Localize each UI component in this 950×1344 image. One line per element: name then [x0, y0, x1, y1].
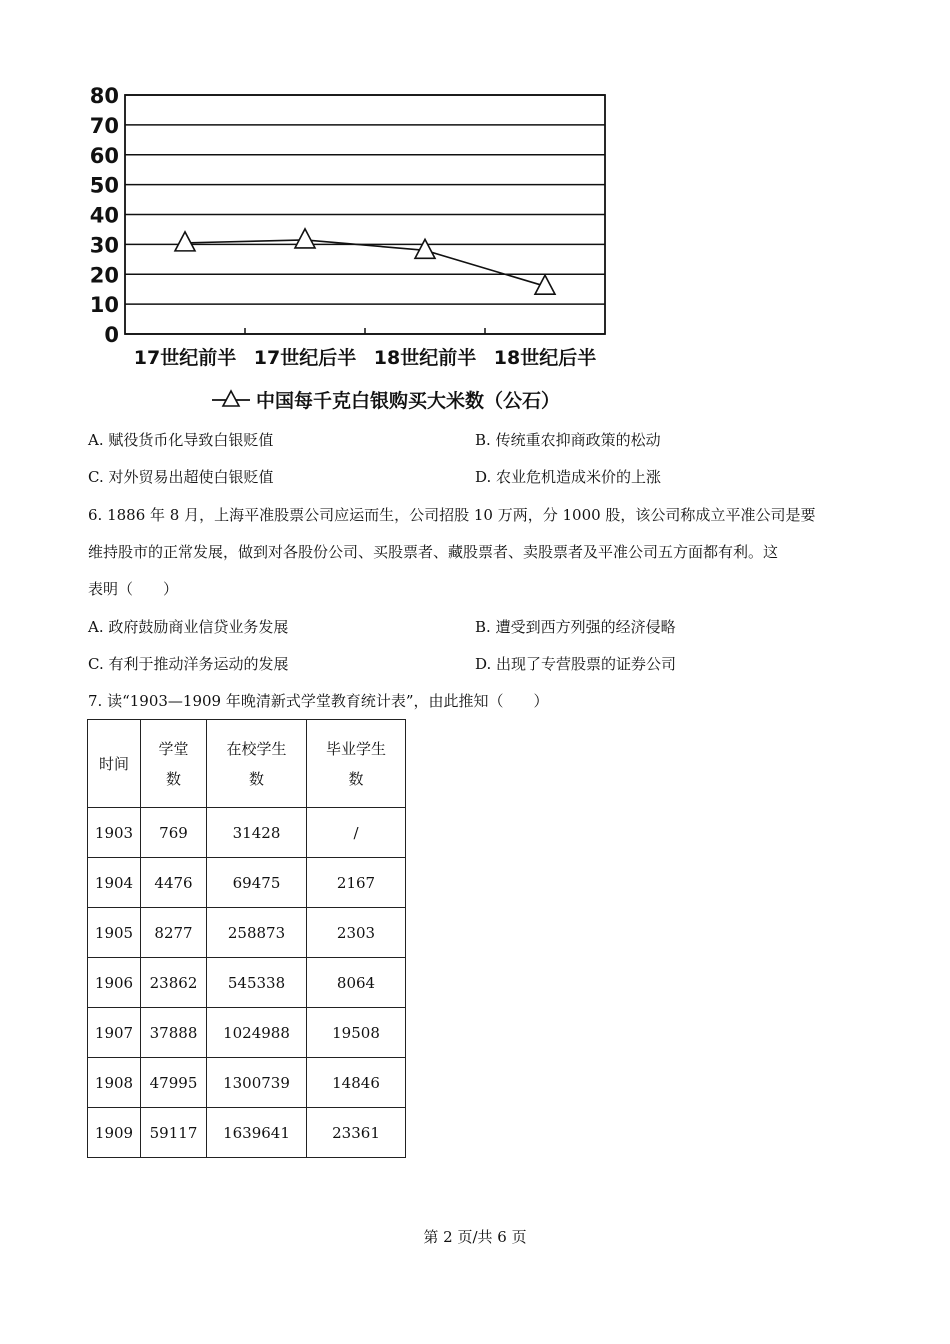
x-tick-label: 18世纪后半: [493, 347, 597, 369]
header-graduates: 毕业学生 数: [307, 720, 406, 808]
table-cell: 4476: [141, 858, 207, 908]
table-cell: /: [307, 808, 406, 858]
table-cell: 1903: [88, 808, 141, 858]
table-cell: 14846: [307, 1058, 406, 1108]
q5-option-b[interactable]: B. 传统重农抑商政策的松动: [475, 431, 661, 449]
table-row: [88, 1008, 406, 1058]
x-tick-label: 18世纪前半: [373, 347, 477, 369]
y-tick-label: 20: [90, 263, 119, 288]
table-cell: 2167: [307, 858, 406, 908]
table-cell: 1639641: [207, 1108, 307, 1158]
table-cell: 2303: [307, 908, 406, 958]
data-point-triangle: [295, 229, 315, 248]
q6-stem-line3: 表明（ ）: [88, 580, 179, 598]
table-cell: 545338: [207, 958, 307, 1008]
table-cell: 19508: [307, 1008, 406, 1058]
table-cell: 59117: [141, 1108, 207, 1158]
chart-grid: [125, 95, 605, 334]
q6-option-d[interactable]: D. 出现了专营股票的证券公司: [475, 655, 677, 673]
table-cell: 8277: [141, 908, 207, 958]
chart-legend: [212, 389, 560, 412]
page-footer: 第 2 页/共 6 页: [423, 1228, 527, 1246]
school-statistics-table: [87, 719, 406, 1158]
table-cell: 1907: [88, 1008, 141, 1058]
q6-option-b[interactable]: B. 遭受到西方列强的经济侵略: [475, 618, 676, 636]
table-cell: 1906: [88, 958, 141, 1008]
x-tick-label: 17世纪后半: [253, 347, 357, 369]
header-schools: 学堂 数: [141, 720, 207, 808]
data-point-triangle: [175, 232, 195, 251]
legend-marker: [223, 391, 239, 406]
y-tick-label: 70: [90, 113, 119, 138]
table-cell: 69475: [207, 858, 307, 908]
q7-stem: 7. 读“1903—1909 年晚清新式学堂教育统计表”，由此推知（ ）: [88, 692, 549, 710]
y-tick-label: 0: [104, 323, 119, 347]
q5-option-d[interactable]: D. 农业危机造成米价的上涨: [475, 468, 662, 486]
data-point-triangle: [415, 239, 435, 258]
q5-option-a[interactable]: A. 赋役货币化导致白银贬值: [88, 431, 274, 449]
header-students: 在校学生 数: [207, 720, 307, 808]
y-tick-label: 60: [90, 143, 119, 168]
legend-label: 中国每千克白银购买大米数（公石）: [256, 390, 561, 412]
table-cell: 23361: [307, 1108, 406, 1158]
table-cell: 1909: [88, 1108, 141, 1158]
y-tick-label: 80: [90, 84, 119, 108]
table-cell: 258873: [207, 908, 307, 958]
table-cell: 1908: [88, 1058, 141, 1108]
x-tick-labels: [134, 346, 596, 369]
y-tick-labels: [90, 84, 119, 347]
y-tick-label: 40: [90, 203, 119, 228]
table-cell: 1300739: [207, 1058, 307, 1108]
y-tick-label: 30: [90, 233, 119, 258]
q6-stem-line2: 维持股市的正常发展，做到对各股份公司、买股票者、藏股票者、卖股票者及平准公司五方面都有利。这: [88, 543, 779, 561]
table-cell: 8064: [307, 958, 406, 1008]
q6-option-c[interactable]: C. 有利于推动洋务运动的发展: [88, 655, 289, 673]
q6-option-a[interactable]: A. 政府鼓励商业信贷业务发展: [88, 618, 289, 636]
table-cell: 37888: [141, 1008, 207, 1058]
table-cell: 769: [141, 808, 207, 858]
table-row: [88, 808, 406, 858]
table-row: [88, 958, 406, 1008]
q6-stem-line1: 6. 1886 年 8 月，上海平准股票公司应运而生，公司招股 10 万两，分 1000 股，该公司称成立平准公司是要: [88, 506, 816, 524]
series-line: [185, 240, 545, 286]
table-cell: 31428: [207, 808, 307, 858]
chart-series: [175, 229, 555, 294]
table-row: [88, 1058, 406, 1108]
rice-price-chart: [90, 82, 620, 417]
y-tick-label: 10: [90, 293, 119, 318]
y-tick-label: 50: [90, 173, 119, 198]
table-row: [88, 908, 406, 958]
table-cell: 1904: [88, 858, 141, 908]
q5-option-c[interactable]: C. 对外贸易出超使白银贬值: [88, 468, 274, 486]
table-cell: 1905: [88, 908, 141, 958]
header-time: 时间: [88, 720, 141, 808]
table-row: [88, 1108, 406, 1158]
table-cell: 23862: [141, 958, 207, 1008]
table-cell: 1024988: [207, 1008, 307, 1058]
table-row: [88, 858, 406, 908]
table-cell: 47995: [141, 1058, 207, 1108]
table-header-row: [88, 720, 406, 808]
x-tick-label: 17世纪前半: [133, 347, 237, 369]
